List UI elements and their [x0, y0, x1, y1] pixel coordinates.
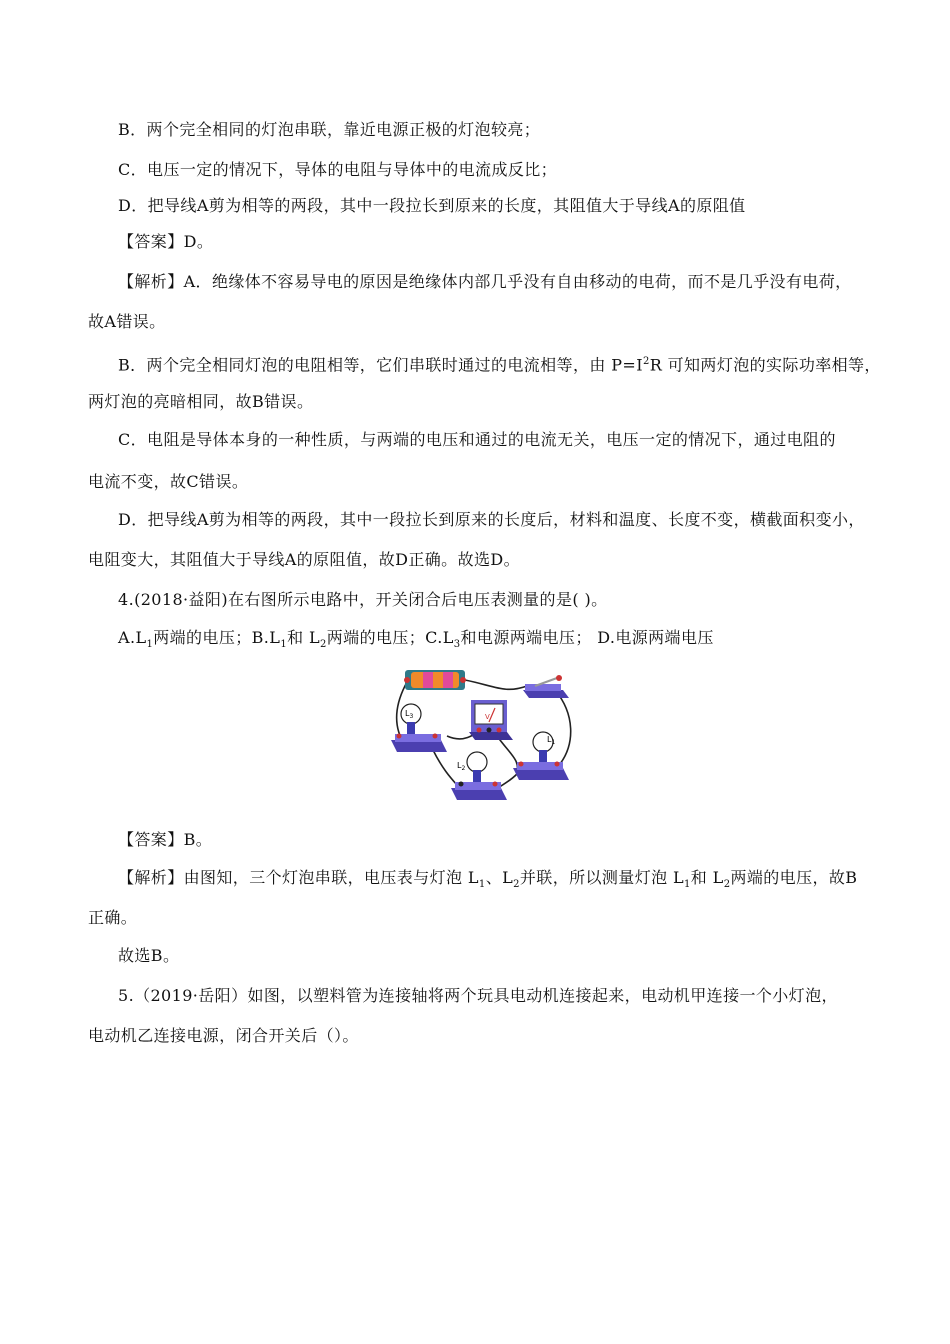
option-d-line: D．把导线A剪为相等的两段，其中一段拉长到原来的长度，其阻值大于导线A的原阻值 — [118, 196, 746, 215]
svg-text:L2: $L_2$ — [457, 761, 466, 772]
conclusion-line: 故选B。 — [118, 946, 180, 965]
analysis-line: 电流不变，故C错误。 — [88, 472, 249, 491]
circuit-diagram — [385, 664, 585, 806]
question-5-line: 5.（2019·岳阳）如图，以塑料管为连接轴将两个玩具电动机连接起来，电动机甲连接一个小灯泡， — [118, 986, 838, 1005]
analysis-line: 电阻变大，其阻值大于导线A的原阻值，故D正确。故选D。 — [88, 550, 521, 569]
analysis-line: 两灯泡的亮暗相同，故B错误。 — [88, 392, 314, 411]
voltmeter-icon — [469, 700, 513, 740]
question-4-options: $A.L_1$两端的电压；$B.L_1$和 $L_2$两端的电压；$C.L_3$和电源两端电压； D.电源两端电压 — [118, 628, 714, 651]
analysis-line: 正确。 — [88, 908, 138, 927]
analysis-line: D．把导线A剪为相等的两段，其中一段拉长到原来的长度后，材料和温度、长度不变，横截面积变小， — [118, 510, 865, 529]
option-b-line: B．两个完全相同的灯泡串联，靠近电源正极的灯泡较亮； — [118, 120, 541, 139]
analysis-line: 【解析】由图知，三个灯泡串联，电压表与灯泡 $L_1$、$L_2$并联，所以测量灯泡 $L_1$和 $L_2$两端的电压，故B — [118, 868, 858, 891]
analysis-line: C．电阻是导体本身的一种性质，与两端的电压和通过的电流无关，电压一定的情况下，通过电阻的 — [118, 430, 836, 449]
analysis-line: B．两个完全相同灯泡的电阻相等，它们串联时通过的电流相等，由 $P=I^2R$ 可知两灯泡的实际功率相等， — [118, 355, 881, 375]
bulb-l3-icon — [391, 704, 447, 752]
analysis-line: 【解析】A．绝缘体不容易导电的原因是绝缘体内部几乎没有自由移动的电荷，而不是几乎没有电荷， — [118, 272, 852, 291]
svg-text:L1: $L_1$ — [547, 735, 556, 746]
analysis-line: 故A错误。 — [88, 312, 166, 331]
battery-icon — [404, 670, 466, 690]
svg-text:L3: $L_3$ — [405, 709, 414, 720]
answer-line: 【答案】D。 — [118, 232, 214, 251]
bulb-l1-icon — [513, 732, 569, 780]
question-4-line: 4.(2018·益阳)在右图所示电路中，开关闭合后电压表测量的是( )。 — [118, 590, 608, 609]
bulb-l2-icon — [451, 752, 507, 800]
svg-text:V: V — [485, 713, 490, 721]
option-c-line: C．电压一定的情况下，导体的电阻与导体中的电流成反比； — [118, 160, 558, 179]
question-5-line: 电动机乙连接电源，闭合开关后（）。 — [88, 1026, 359, 1045]
answer-line: 【答案】B。 — [118, 830, 213, 849]
switch-icon — [523, 675, 569, 698]
